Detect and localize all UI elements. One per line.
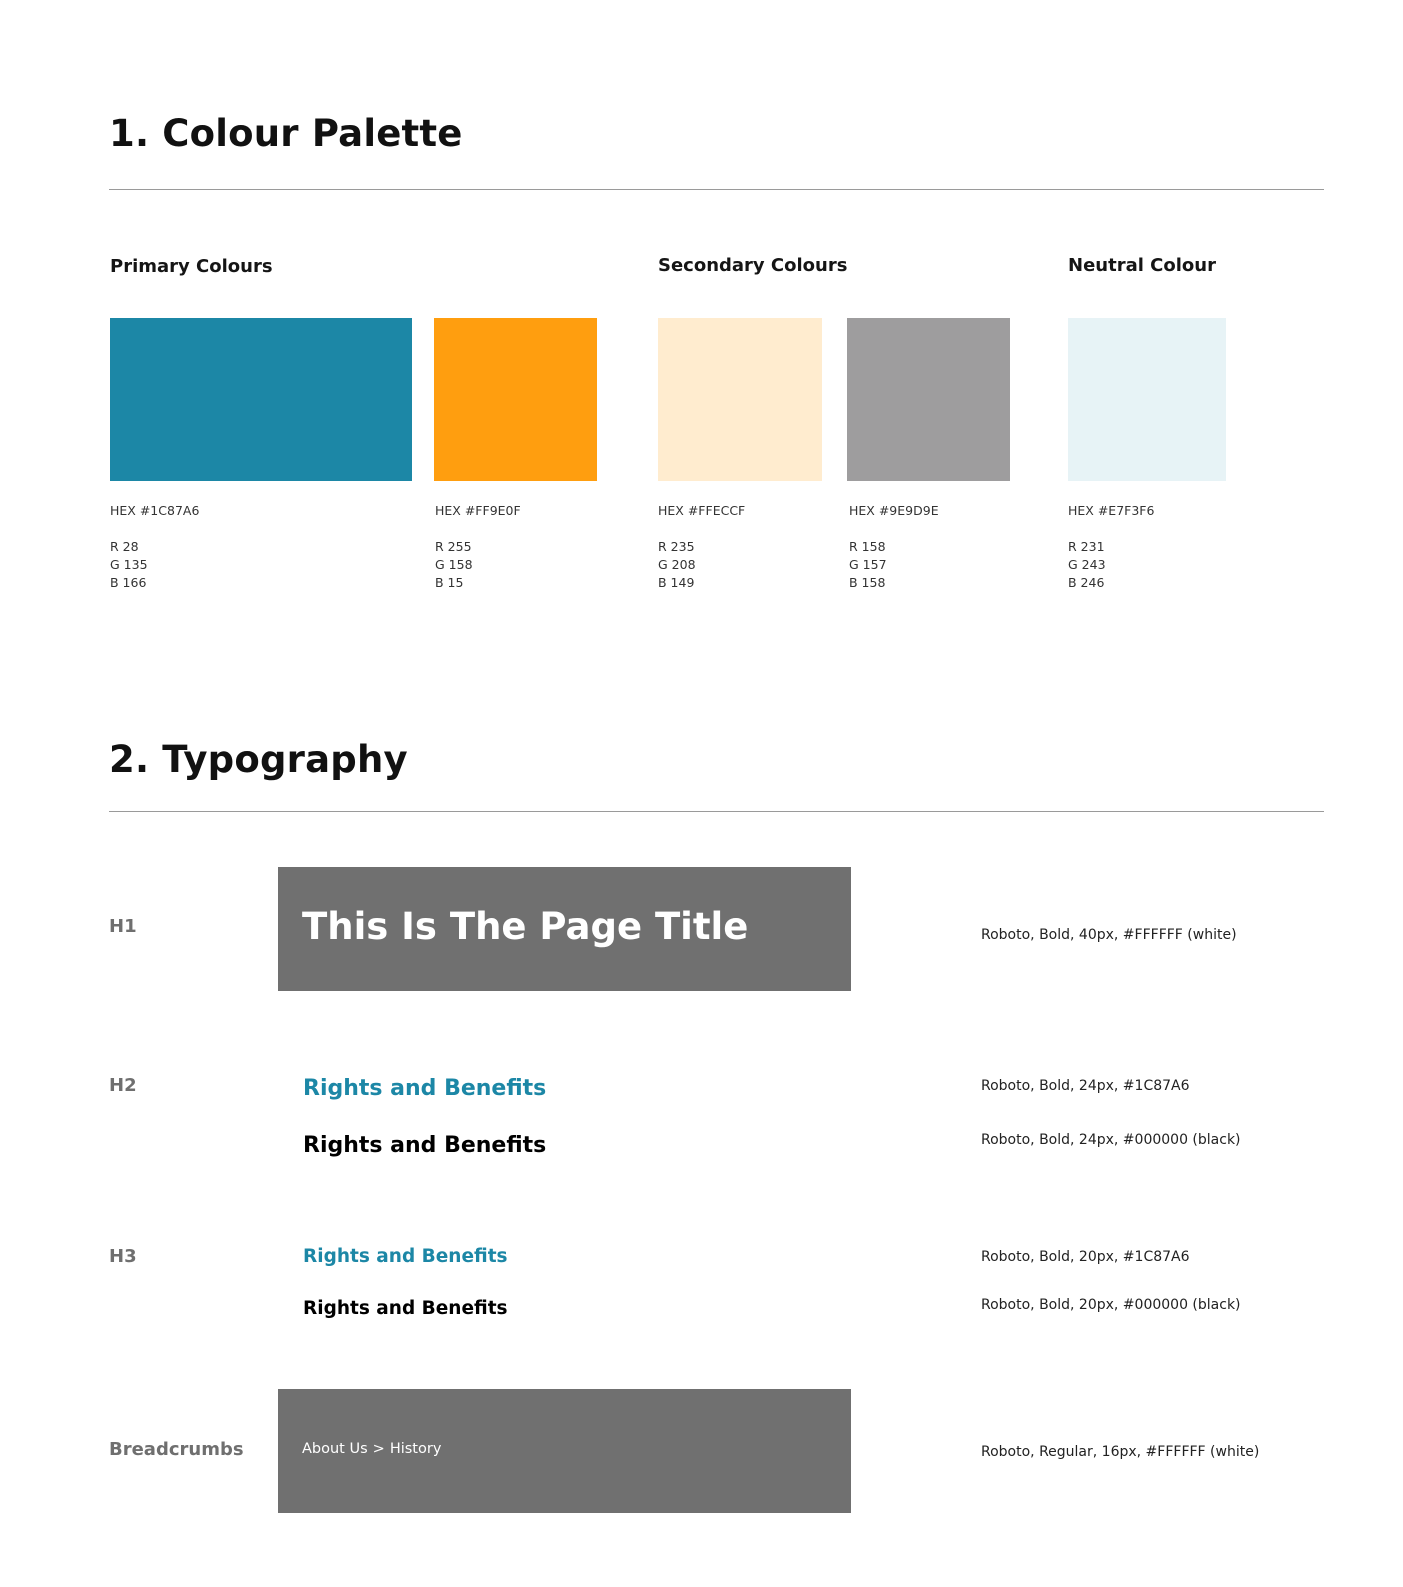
hex-value: HEX #FFECCF [658,503,746,518]
colour-palette-divider [109,189,1324,190]
swatch-values-orange [435,502,521,592]
rgb-blue-value: B 158 [849,575,886,590]
rgb-blue-value: B 15 [435,575,464,590]
rgb-red-value: R 235 [658,539,695,554]
h2-sample-blue: Rights and Benefits [303,1076,547,1101]
rgb-red-value: R 231 [1068,539,1105,554]
rgb-green-value: G 157 [849,557,887,572]
typography-heading: 2. Typography [109,738,408,781]
rgb-blue-value: B 149 [658,575,695,590]
swatch-secondary-cream [658,318,822,481]
swatch-neutral-light-blue [1068,318,1226,481]
h2-spec-black: Roboto, Bold, 24px, #000000 (black) [981,1132,1241,1148]
hex-value: HEX #9E9D9E [849,503,939,518]
breadcrumb [302,1439,441,1459]
neutral-colour-heading: Neutral Colour [1068,255,1216,276]
h3-sample-blue: Rights and Benefits [303,1246,508,1267]
rgb-green-value: G 135 [110,557,148,572]
primary-colours-heading: Primary Colours [110,256,273,277]
swatch-values-teal [110,502,199,592]
h1-spec: Roboto, Bold, 40px, #FFFFFF (white) [981,927,1237,943]
swatch-primary-teal [110,318,412,481]
breadcrumbs-spec: Roboto, Regular, 16px, #FFFFFF (white) [981,1444,1260,1460]
rgb-green-value: G 243 [1068,557,1106,572]
breadcrumbs-label: Breadcrumbs [109,1439,244,1460]
h2-label: H2 [109,1075,137,1096]
h2-spec-blue: Roboto, Bold, 24px, #1C87A6 [981,1078,1190,1094]
breadcrumbs-sample-banner [278,1389,851,1513]
hex-value: HEX #E7F3F6 [1068,503,1155,518]
secondary-colours-heading: Secondary Colours [658,255,848,276]
h3-spec-blue: Roboto, Bold, 20px, #1C87A6 [981,1249,1190,1265]
swatch-values-light-blue [1068,502,1154,592]
breadcrumb-separator: > [372,1441,385,1457]
h3-sample-black: Rights and Benefits [303,1298,508,1319]
h2-sample-black: Rights and Benefits [303,1133,547,1158]
h1-sample-banner [278,867,851,991]
hex-value: HEX #1C87A6 [110,503,200,518]
breadcrumb-current-history: History [389,1441,442,1457]
rgb-red-value: R 255 [435,539,472,554]
rgb-blue-value: B 166 [110,575,147,590]
swatch-values-grey [849,502,939,592]
typography-divider [109,811,1324,812]
rgb-red-value: R 158 [849,539,886,554]
h3-spec-black: Roboto, Bold, 20px, #000000 (black) [981,1297,1241,1313]
swatch-values-cream [658,502,745,592]
h1-sample-text: This Is The Page Title [302,905,749,948]
swatch-secondary-grey [847,318,1010,481]
rgb-blue-value: B 246 [1068,575,1105,590]
h1-label: H1 [109,916,137,937]
rgb-red-value: R 28 [110,539,139,554]
rgb-green-value: G 208 [658,557,696,572]
breadcrumb-link-about-us[interactable]: About Us [302,1441,368,1457]
colour-palette-heading: 1. Colour Palette [109,112,463,155]
rgb-green-value: G 158 [435,557,473,572]
h3-label: H3 [109,1246,137,1267]
swatch-primary-orange [434,318,597,481]
hex-value: HEX #FF9E0F [435,503,521,518]
